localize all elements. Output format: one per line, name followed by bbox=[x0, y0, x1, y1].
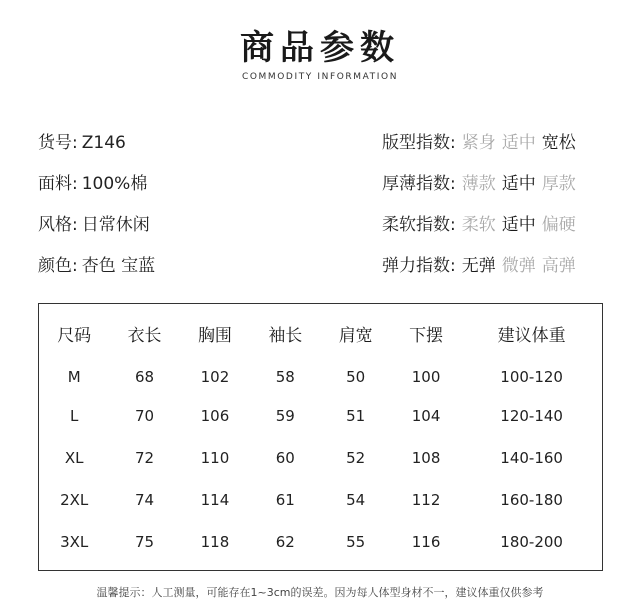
index-option: 紧身 bbox=[461, 133, 496, 153]
column-header: 衣长 bbox=[127, 326, 162, 346]
info-value: Z146 bbox=[81, 133, 126, 153]
info-item-fabric bbox=[38, 169, 155, 210]
table-cell: 104 bbox=[411, 407, 441, 425]
info-label: 颜色: bbox=[38, 256, 78, 276]
table-cell: 74 bbox=[135, 491, 155, 509]
index-thickness bbox=[382, 169, 576, 210]
index-label: 版型指数: bbox=[382, 133, 456, 153]
table-cell: 160-180 bbox=[500, 491, 563, 509]
table-cell: 110 bbox=[200, 449, 230, 467]
index-option: 柔软 bbox=[461, 215, 496, 235]
table-cell: 68 bbox=[135, 368, 155, 386]
table-cell: M bbox=[67, 368, 81, 386]
table-cell: 2XL bbox=[60, 491, 89, 509]
index-elasticity bbox=[382, 251, 576, 292]
info-value: 杏色 宝蓝 bbox=[81, 256, 156, 276]
index-fit bbox=[382, 128, 576, 169]
table-header-row bbox=[39, 304, 602, 359]
table-cell: 114 bbox=[200, 491, 230, 509]
index-label: 柔软指数: bbox=[382, 215, 456, 235]
table-row bbox=[39, 521, 602, 563]
info-label: 货号: bbox=[38, 133, 78, 153]
table-cell: 116 bbox=[411, 533, 441, 551]
index-option: 适中 bbox=[501, 133, 536, 153]
info-item-sku bbox=[38, 128, 155, 169]
table-cell: 59 bbox=[275, 407, 295, 425]
column-header: 建议体重 bbox=[497, 326, 566, 346]
table-cell: 3XL bbox=[60, 533, 89, 551]
table-cell: 62 bbox=[275, 533, 295, 551]
table-cell: 70 bbox=[135, 407, 155, 425]
index-option: 薄款 bbox=[461, 174, 496, 194]
table-cell: 106 bbox=[200, 407, 230, 425]
table-cell: 100-120 bbox=[500, 368, 563, 386]
table-row bbox=[39, 395, 602, 437]
measurement-note: 温馨提示：人工测量，可能存在1~3cm的误差。因为每人体型身材不一，建议体重仅供参考 bbox=[96, 586, 544, 599]
table-cell: 102 bbox=[200, 368, 230, 386]
table-cell: 54 bbox=[346, 491, 366, 509]
column-header: 袖长 bbox=[268, 326, 303, 346]
index-option: 宽松 bbox=[541, 133, 576, 153]
table-cell: 180-200 bbox=[500, 533, 563, 551]
table-cell: 75 bbox=[135, 533, 155, 551]
column-header: 胸围 bbox=[197, 326, 232, 346]
index-info-list bbox=[382, 128, 576, 292]
page-title: 商品参数 bbox=[240, 28, 400, 68]
index-option: 适中 bbox=[501, 215, 536, 235]
table-cell: 61 bbox=[275, 491, 295, 509]
table-cell: 52 bbox=[346, 449, 366, 467]
table-cell: 51 bbox=[346, 407, 366, 425]
table-row bbox=[39, 479, 602, 521]
basic-info-list bbox=[38, 128, 155, 292]
table-cell: 120-140 bbox=[500, 407, 563, 425]
table-cell: 112 bbox=[411, 491, 441, 509]
page-subtitle: COMMODITY INFORMATION bbox=[241, 72, 399, 82]
info-label: 风格: bbox=[38, 215, 78, 235]
index-option: 高弹 bbox=[541, 256, 576, 276]
index-option: 适中 bbox=[501, 174, 536, 194]
column-header: 肩宽 bbox=[338, 326, 373, 346]
table-row bbox=[39, 359, 602, 395]
table-row bbox=[39, 437, 602, 479]
info-item-style bbox=[38, 210, 155, 251]
column-header: 尺码 bbox=[57, 326, 92, 346]
table-cell: 72 bbox=[135, 449, 155, 467]
table-cell: 50 bbox=[346, 368, 366, 386]
table-cell: 58 bbox=[275, 368, 295, 386]
table-cell: 100 bbox=[411, 368, 441, 386]
index-label: 弹力指数: bbox=[382, 256, 456, 276]
info-value: 100%棉 bbox=[81, 174, 148, 194]
index-option: 微弹 bbox=[501, 256, 536, 276]
table-cell: 118 bbox=[200, 533, 230, 551]
info-value: 日常休闲 bbox=[81, 215, 150, 235]
index-label: 厚薄指数: bbox=[382, 174, 456, 194]
table-cell: 108 bbox=[411, 449, 441, 467]
index-option: 无弹 bbox=[461, 256, 496, 276]
column-header: 下摆 bbox=[409, 326, 444, 346]
table-cell: XL bbox=[64, 449, 84, 467]
index-softness bbox=[382, 210, 576, 251]
index-option: 厚款 bbox=[541, 174, 576, 194]
info-label: 面料: bbox=[38, 174, 78, 194]
table-cell: 140-160 bbox=[500, 449, 563, 467]
size-table bbox=[39, 304, 602, 563]
index-option: 偏硬 bbox=[541, 215, 576, 235]
table-cell: 55 bbox=[346, 533, 366, 551]
table-cell: 60 bbox=[275, 449, 295, 467]
size-chart bbox=[38, 303, 603, 571]
table-cell: L bbox=[70, 407, 79, 425]
info-item-color bbox=[38, 251, 155, 292]
